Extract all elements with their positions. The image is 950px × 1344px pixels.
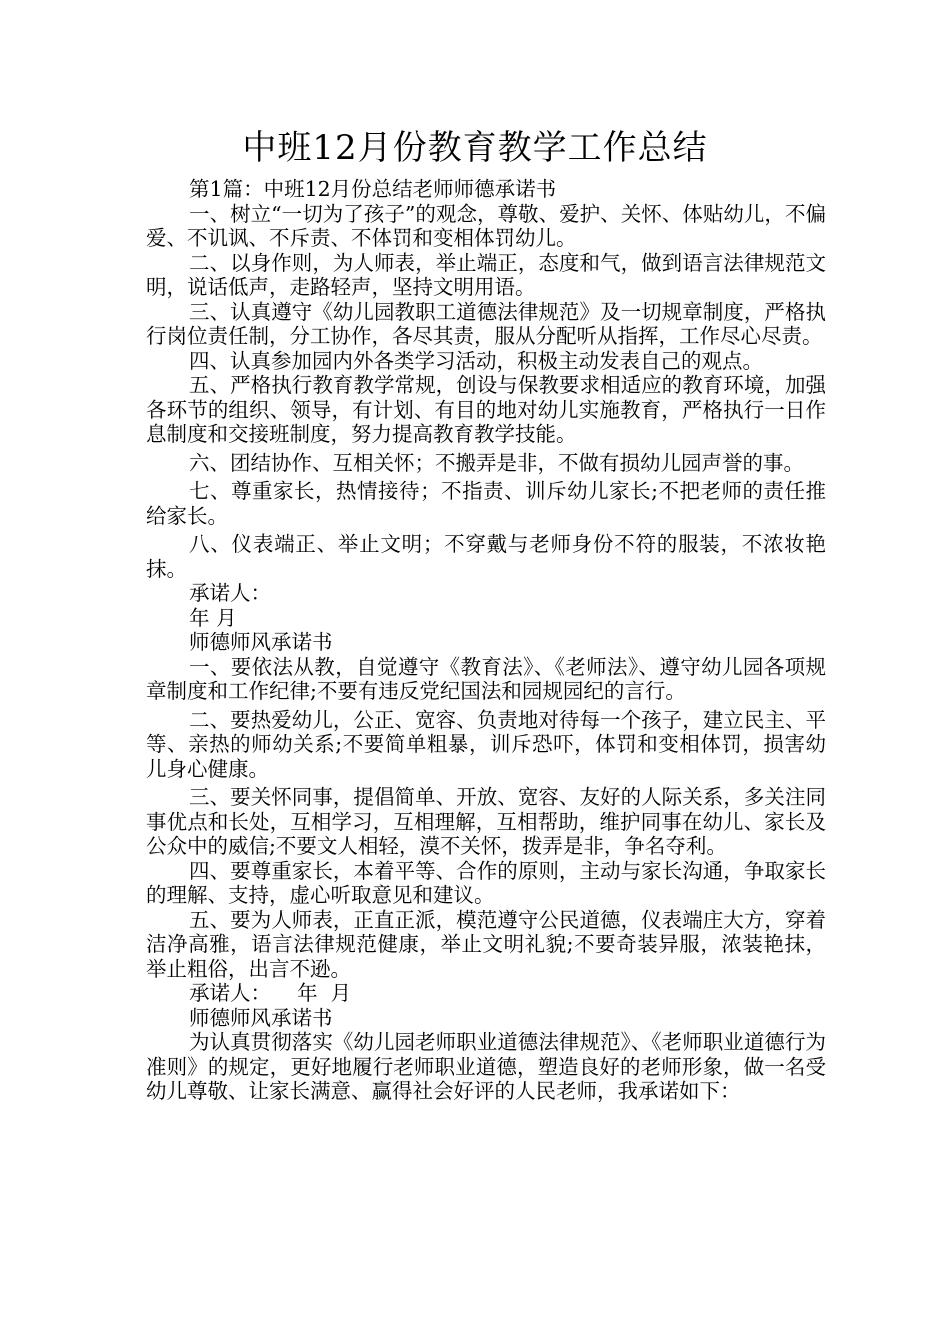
paragraph: 三、要关怀同事，提倡简单、开放、宽容、友好的人际关系，多关注同事优点和长处，互相学习，互相理解，互相帮助，维护同事在幼儿、家长及公众中的威信;不要文人相轻，漠不关怀，拨弄是非，争名夺利。 — [146, 785, 826, 858]
paragraph: 八、仪表端正、举止文明；不穿戴与老师身份不符的服装，不浓妆艳抹。 — [146, 532, 826, 581]
paragraph: 七、尊重家长，热情接待；不指责、训斥幼儿家长;不把老师的责任推给家长。 — [146, 479, 826, 528]
document-body — [146, 177, 826, 1104]
section-heading: 师德师风承诺书 — [189, 630, 333, 654]
section-heading: 第1篇：中班12月份总结老师师德承诺书 — [189, 177, 557, 201]
section-heading: 师德师风承诺书 — [189, 1005, 333, 1030]
date-line: 年 月 — [189, 605, 237, 630]
paragraph: 五、要为人师表，正直正派，模范遵守公民道德，仪表端庄大方，穿着洁净高雅，语言法律规范健康，举止文明礼貌;不要奇装异服，浓装艳抹，举止粗俗，出言不逊。 — [146, 907, 826, 981]
document-title: 中班12月份教育教学工作总结 — [242, 128, 708, 168]
paragraph: 为认真贯彻落实《幼儿园老师职业道德法律规范》、《老师职业道德行为准则》的规定，更好地履行老师职业道德，塑造良好的老师形象，做一名受幼儿尊敬、让家长满意、赢得社会好评的人民老师，我承诺如下： — [146, 1030, 826, 1103]
paragraph: 六、团结协作、互相关怀；不搬弄是非，不做有损幼儿园声誉的事。 — [189, 450, 805, 475]
paragraph: 二、以身作则，为人师表，举止端正，态度和气，做到语言法律规范文明，说话低声，走路轻声，坚持文明用语。 — [146, 250, 826, 299]
paragraph: 一、要依法从教，自觉遵守《教育法》、《老师法》、遵守幼儿园各项规章制度和工作纪律;不要有违反党纪国法和园规园纪的言行。 — [146, 654, 826, 703]
signature-line: 承诺人： — [189, 581, 272, 605]
paragraph: 五、严格执行教育教学常规，创设与保教要求相适应的教育环境，加强各环节的组织、领导，有计划、有目的地对幼儿实施教育，严格执行一日作息制度和交接班制度，努力提高教育教学技能。 — [146, 373, 826, 446]
paragraph: 四、认真参加园内外各类学习活动，积极主动发表自己的观点。 — [189, 348, 764, 373]
paragraph: 四、要尊重家长，本着平等、合作的原则，主动与家长沟通，争取家长的理解、支持，虚心听取意见和建议。 — [146, 858, 826, 907]
signature-date-line: 承诺人： 年 月 — [189, 981, 352, 1005]
paragraph: 一、树立“一切为了孩子”的观念，尊敬、爱护、关怀、体贴幼儿，不偏爱、不讥讽、不斥责、不体罚和变相体罚幼儿。 — [146, 201, 826, 250]
paragraph: 二、要热爱幼儿，公正、宽容、负责地对待每一个孩子，建立民主、平等、亲热的师幼关系;不要简单粗暴，训斥恐吓，体罚和变相体罚，损害幼儿身心健康。 — [146, 707, 826, 781]
paragraph: 三、认真遵守《幼儿园教职工道德法律规范》及一切规章制度，严格执行岗位责任制，分工协作，各尽其责，服从分配听从指挥，工作尽心尽责。 — [146, 299, 826, 348]
